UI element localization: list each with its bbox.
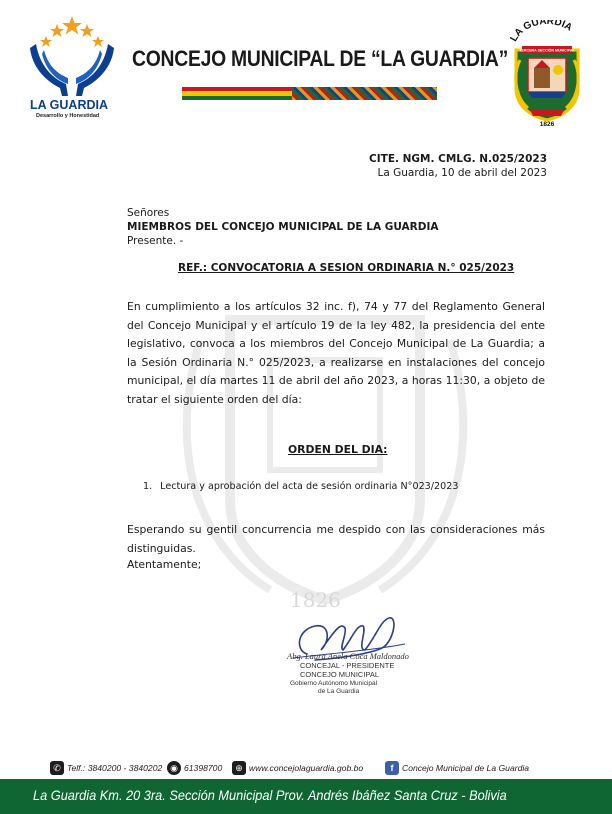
- agenda-item-text: Lectura y aprobación del acta de sesión ordinaria N°023/2023: [160, 481, 459, 492]
- seal-band-text: TERCERA SECCIÓN MUNICIPAL: [519, 48, 575, 53]
- municipal-seal: [506, 20, 588, 128]
- footer-address-bar: [0, 779, 612, 814]
- presente-line: Presente. -: [127, 235, 184, 247]
- watermark-year: 1826: [290, 588, 341, 612]
- logo-brand-text: LA GUARDIA: [30, 98, 109, 112]
- la-guardia-logo: [22, 14, 122, 120]
- footer-phone: [50, 761, 162, 775]
- footer-whatsapp-text: 61398700: [184, 763, 223, 773]
- whatsapp-icon: ◉: [167, 761, 181, 775]
- footer-address: La Guardia Km. 20 3ra. Sección Municipal Prov. Andrés Ibáñez Santa Cruz - Bolivia: [33, 788, 507, 803]
- signer-place: de La Guardia: [318, 688, 360, 695]
- agenda-title: ORDEN DEL DIA:: [288, 443, 388, 456]
- wiphala-pattern: [292, 87, 437, 100]
- logo-tagline: Desarrollo y Honestidad: [36, 113, 100, 119]
- body-paragraph: En cumplimiento a los artículos 32 inc. f), 74 y 77 del Reglamento General del Concejo Municipal y el artículo 19 de la ley 482, la presidencia del ente legislativo, convoca a los miembros del Concejo Municipal de La Guardia; a la Sesión Ordinaria N.° 025/2023, a realizarse en instalaciones del concejo municipal, el día martes 11 de abril del año 2023, a horas 11:30, a objeto de tratar el siguiente orden del día:: [127, 300, 545, 406]
- coat-of-arms-icon: [506, 20, 588, 128]
- closing-paragraph: Esperando su gentil concurrencia me despido con las consideraciones más distinguidas.: [127, 523, 545, 555]
- footer-whatsapp: [167, 761, 222, 775]
- footer-website[interactable]: [232, 761, 363, 775]
- footer-phone-text: Telf.: 3840200 - 3840202: [67, 763, 163, 773]
- signer-body: CONCEJO MUNICIPAL: [300, 670, 380, 679]
- seal-arc-textpath: LA GUARDIA: [508, 20, 574, 44]
- seal-year: 1826: [539, 121, 555, 128]
- bolivian-flag-bar: [182, 87, 437, 100]
- footer-contacts: [50, 761, 570, 777]
- cite-number: CITE. NGM. CMLG. N.025/2023: [369, 153, 547, 165]
- signoff: Atentamente;: [127, 558, 202, 571]
- place-date: La Guardia, 10 de abril del 2023: [377, 167, 547, 179]
- seal-arc-text: [508, 20, 574, 44]
- signer-name: Abg. Laura Anela Coca Maldonado: [287, 651, 409, 661]
- footer-facebook[interactable]: [385, 761, 529, 775]
- signer-organization: Gobierno Autónomo Municipal: [290, 680, 378, 687]
- page-title: CONCEJO MUNICIPAL DE “LA GUARDIA”: [132, 46, 508, 71]
- reference-line: REF.: CONVOCATORIA A SESION ORDINARIA N.° 025/2023: [178, 262, 515, 274]
- signer-title: CONCEJAL - PRESIDENTE: [300, 661, 395, 670]
- facebook-icon: f: [385, 761, 399, 775]
- salutation: Señores: [127, 207, 170, 219]
- agenda-item: [143, 481, 458, 492]
- hands-stars-emblem-icon: [22, 14, 122, 98]
- phone-icon: ✆: [50, 761, 64, 775]
- footer-facebook-text[interactable]: Concejo Municipal de La Guardia: [402, 763, 530, 773]
- addressee: MIEMBROS DEL CONCEJO MUNICIPAL DE LA GUARDIA: [127, 221, 439, 233]
- globe-icon: ⊕: [232, 761, 246, 775]
- agenda-item-number: 1.: [143, 481, 153, 492]
- footer-website-text[interactable]: www.concejolaguardia.gob.bo: [249, 763, 364, 773]
